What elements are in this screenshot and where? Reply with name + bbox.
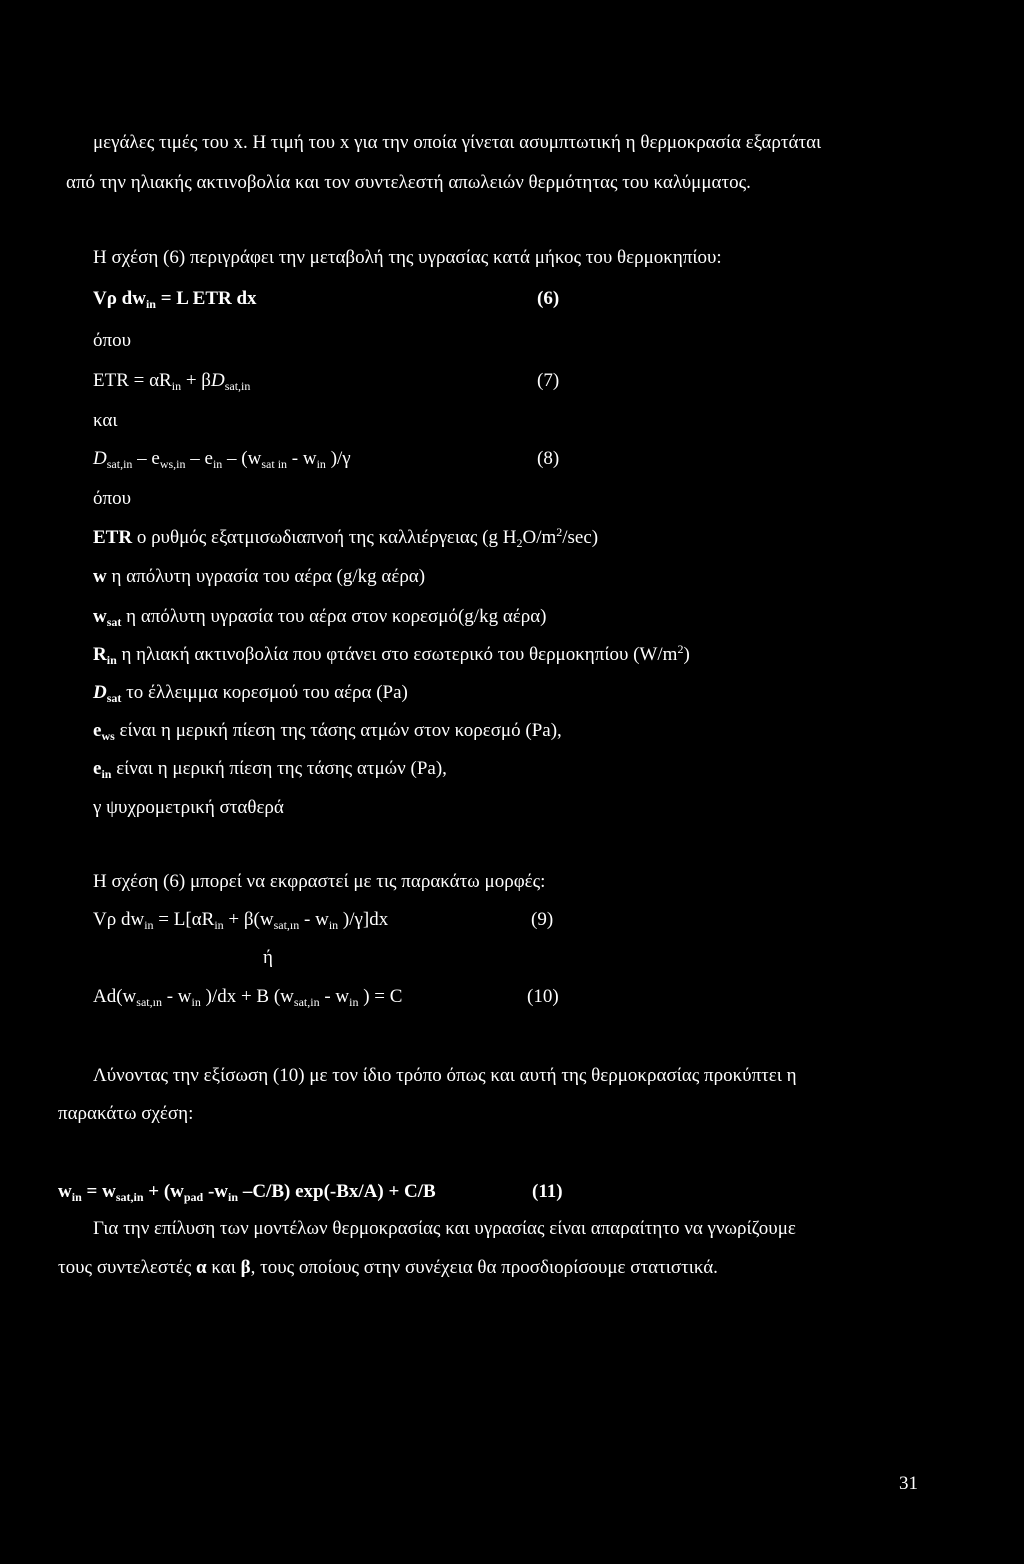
equation-11: $w_{in} = w_{sat,in} + (w_{pad}$ $-w_{in}$ –C/B) exp(-Bx/A) + C/B	[58, 1181, 436, 1204]
definition-wsat: $w_{sat}$ η απόλυτη υγρασία του αέρα στον κορεσμό(g/kg αέρα)	[93, 606, 547, 629]
equation-7: ETR = $\alpha R_{in} + \beta D_{sat,in}$	[93, 370, 251, 393]
definition-ein: $e_{in}$ είναι η μερική πίεση της τάσης ατμών (Pa),	[93, 758, 447, 781]
definition-ews: $e_{ws}$ είναι η μερική πίεση της τάσης ατμών στον κορεσμό (Pa),	[93, 720, 562, 743]
definition-w: w η απόλυτη υγρασία του αέρα (g/kg αέρα)	[93, 566, 426, 587]
page-number: 31	[899, 1473, 918, 1494]
equation-8-number: (8)	[537, 448, 560, 469]
definition-rin: $R_{in}$ η ηλιακή ακτινοβολία που φτάνει στο εσωτερικό του θερμοκηπίου $(W/m^2)$	[93, 642, 690, 667]
where-label-1: όπου	[93, 330, 131, 351]
relation-6-intro: Η σχέση (6) περιγράφει την μεταβολή της υγρασίας κατά μήκος του θερμοκηπίου:	[93, 247, 722, 268]
intro-line-1: μεγάλες τιμές του x. Η τιμή του x για την οποία γίνεται ασυμπτωτική η θερμοκρασία εξαρτάται	[93, 132, 822, 153]
where-label-2: όπου	[93, 488, 131, 509]
conclusion-line-1: Για την επίλυση των μοντέλων θερμοκρασίας και υγρασίας είναι απαραίτητο να γνωρίζουμε	[93, 1218, 796, 1239]
equation-6: Vρ $dw_{in} = L$ ETR dx	[93, 288, 257, 311]
solve-line-2: παρακάτω σχέση:	[58, 1103, 194, 1124]
equation-9-number: (9)	[531, 909, 554, 930]
equation-9: Vρ $dw_{in} = L[\alpha R_{in} + \beta(w_{sat,ın} - w_{in}$ )/γ]dx	[93, 909, 389, 932]
or-label: ή	[263, 947, 273, 968]
equation-6-number: (6)	[537, 288, 560, 309]
conclusion-line-2: τους συντελεστές α και β, τους οποίους στην συνέχεια θα προσδιορίσουμε στατιστικά.	[58, 1257, 718, 1278]
equation-7-number: (7)	[537, 370, 560, 391]
equation-8: $D_{sat,in} - e_{ws,in} - e_{in} - (w_{sat in} - w_{in}$ )/γ	[93, 448, 351, 471]
equation-11-number: (11)	[532, 1181, 563, 1202]
intro-line-2: από την ηλιακής ακτινοβολία και τον συντελεστή απωλειών θερμότητας του καλύμματος.	[66, 172, 751, 193]
solve-line-1: Λύνοντας την εξίσωση (10) με τον ίδιο τρόπο όπως και αυτή της θερμοκρασίας προκύπτει η	[93, 1065, 797, 1086]
and-label: και	[93, 410, 118, 431]
relation-6-forms: Η σχέση (6) μπορεί να εκφραστεί με τις παρακάτω μορφές:	[93, 871, 546, 892]
definition-gamma: γ ψυχρομετρική σταθερά	[93, 797, 284, 818]
definition-etr: ETR ο ρυθμός εξατμισωδιαπνοή της καλλιέργειας (g $H_2O/m^2/\sec$)	[93, 525, 599, 550]
definition-dsat: $D_{sat}$ το έλλειμμα κορεσμού του αέρα (Pa)	[93, 682, 408, 705]
equation-10-number: (10)	[527, 986, 559, 1007]
equation-10: $Ad(w_{sat,ın} - w_{in}$ )/dx + B ($w_{sat,in} - w_{in}$ ) = C	[93, 986, 403, 1009]
